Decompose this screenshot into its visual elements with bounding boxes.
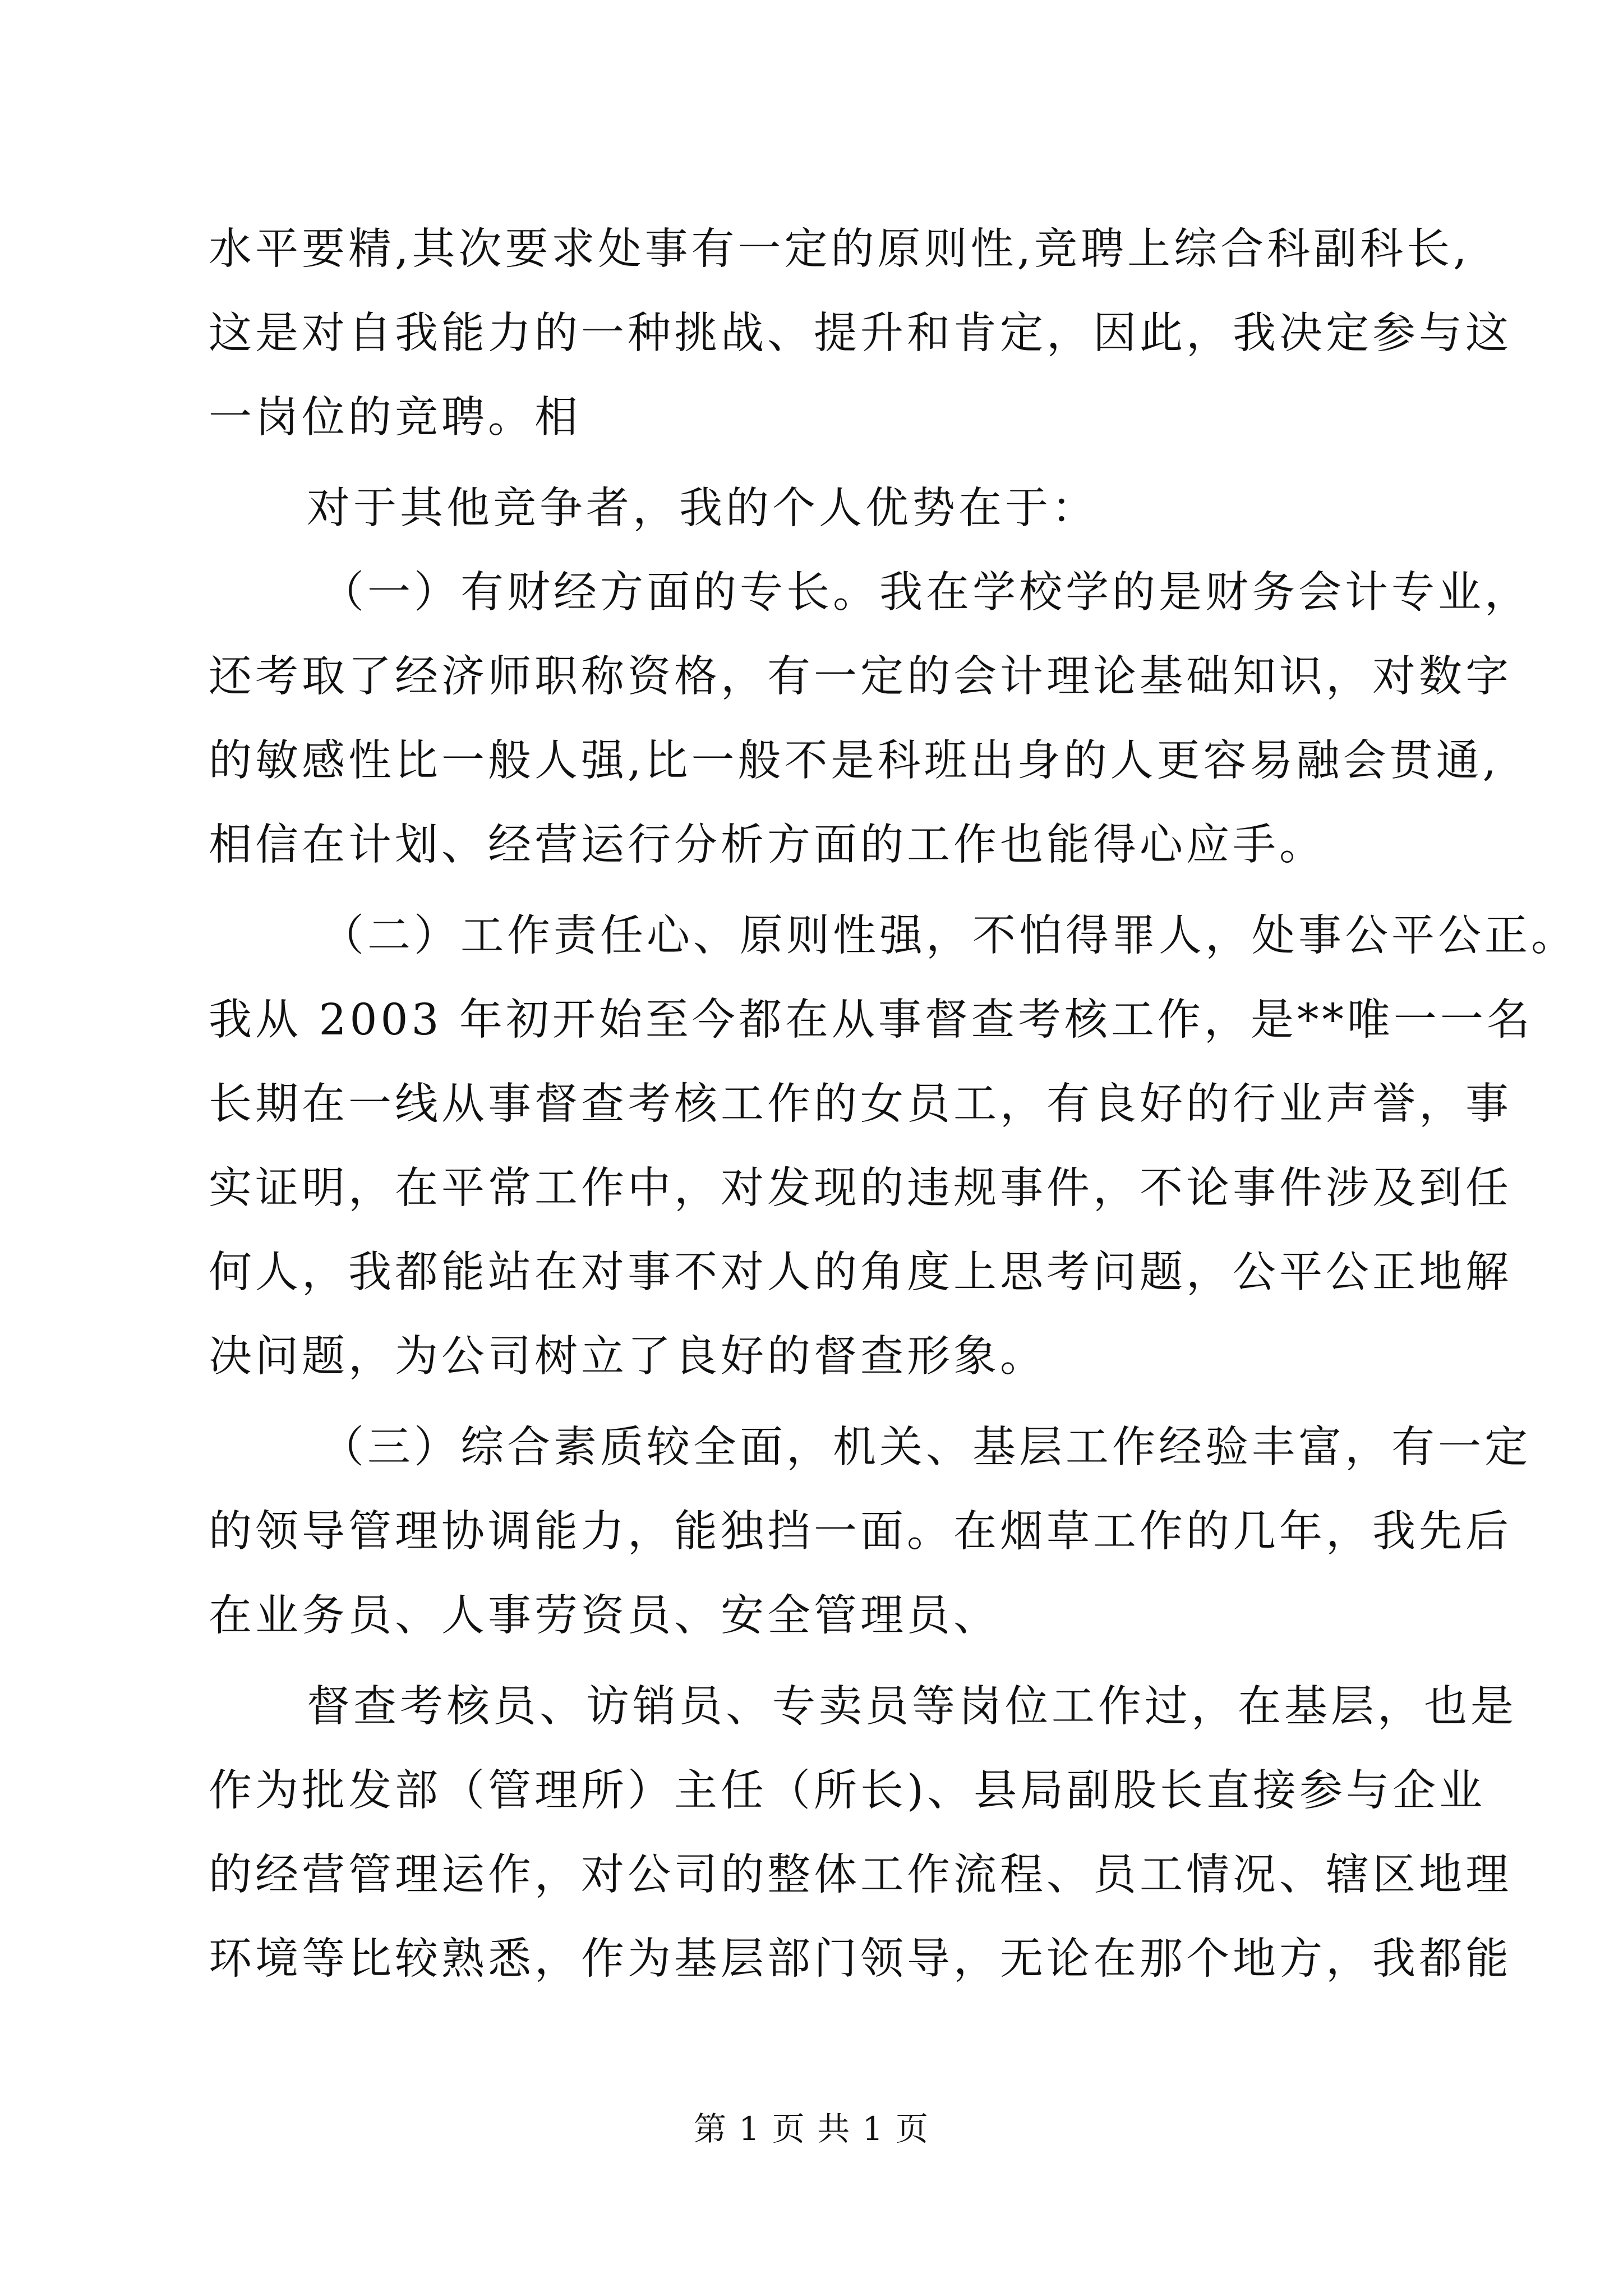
text-line-17: 在业务员、人事劳资员、安全管理员、 <box>209 1591 1000 1641</box>
text-line-18: 督查考核员、访销员、专卖员等岗位工作过，在基层，也是 <box>307 1682 1517 1732</box>
document-body <box>209 208 1578 2001</box>
text-line-16: 的领导管理协调能力，能独挡一面。在烟草工作的几年，我先后 <box>209 1507 1512 1557</box>
text-line-21: 环境等比较熟悉，作为基层部门领导，无论在那个地方，我都能 <box>209 1934 1512 1984</box>
text-line-3: 一岗位的竞聘。相 <box>209 393 581 443</box>
text-line-6: 还考取了经济师职称资格，有一定的会计理论基础知识，对数字 <box>209 652 1512 702</box>
text-line-10: 我从 2003 年初开始至今都在从事督查考核工作，是**唯一一名 <box>209 995 1533 1045</box>
text-line-20: 的经营管理运作，对公司的整体工作流程、员工情况、辖区地理 <box>209 1850 1512 1900</box>
text-line-14: 决问题，为公司树立了良好的督查形象。 <box>209 1332 1046 1382</box>
text-line-5: （一）有财经方面的专长。我在学校学的是财务会计专业， <box>321 568 1531 618</box>
text-line-11: 长期在一线从事督查考核工作的女员工，有良好的行业声誉，事 <box>209 1079 1512 1129</box>
text-line-13: 何人，我都能站在对事不对人的角度上思考问题，公平公正地解 <box>209 1248 1512 1297</box>
text-line-9: （二）工作责任心、原则性强，不怕得罪人，处事公平公正。 <box>321 911 1578 961</box>
text-line-7: 的敏感性比一般人强,比一般不是科班出身的人更容易融会贯通, <box>209 736 1500 786</box>
text-line-19: 作为批发部（管理所）主任（所长)、县局副股长直接参与企业 <box>209 1766 1486 1816</box>
text-line-1: 水平要精,其次要求处事有一定的原则性,竞聘上综合科副科长, <box>209 224 1470 274</box>
text-line-8: 相信在计划、经营运行分析方面的工作也能得心应手。 <box>209 820 1326 870</box>
text-line-12: 实证明，在平常工作中，对发现的违规事件，不论事件涉及到任 <box>209 1163 1512 1213</box>
text-line-15: （三）综合素质较全面，机关、基层工作经验丰富，有一定 <box>321 1423 1531 1473</box>
page-footer: 第 1 页 共 1 页 <box>694 2110 929 2148</box>
text-line-4: 对于其他竞争者，我的个人优势在于： <box>307 484 1098 533</box>
text-line-2: 这是对自我能力的一种挑战、提升和肯定，因此，我决定参与这 <box>209 309 1512 358</box>
